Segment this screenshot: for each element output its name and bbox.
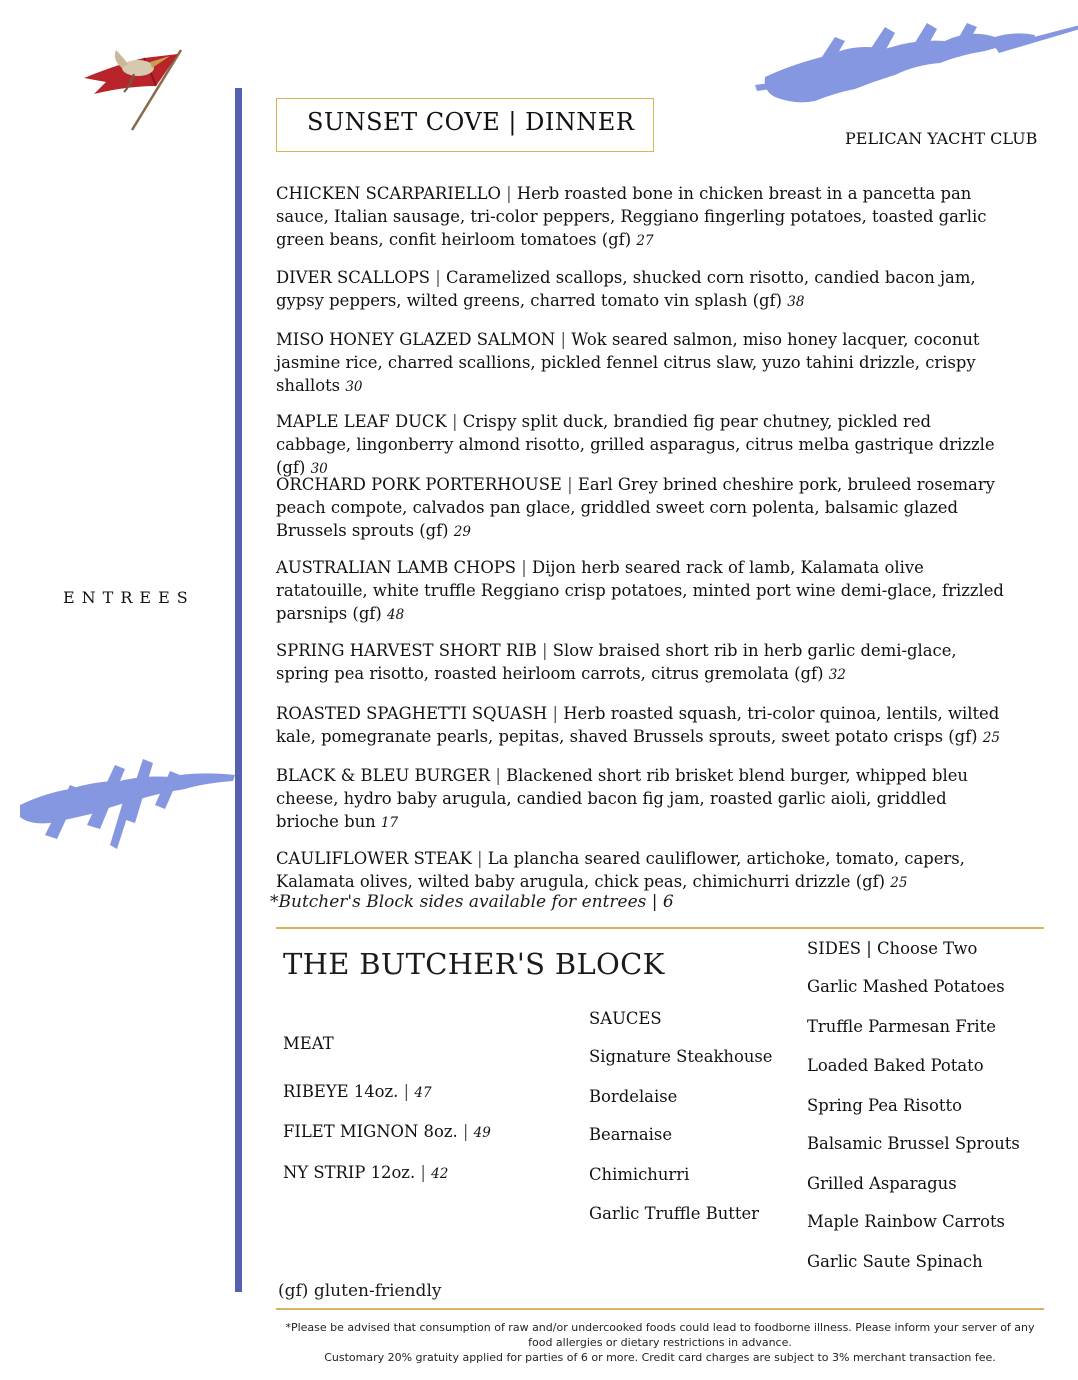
menu-item-name: CAULIFLOWER STEAK xyxy=(276,849,472,868)
menu-item-name: MAPLE LEAF DUCK xyxy=(276,412,447,431)
menu-item-name: MISO HONEY GLAZED SALMON xyxy=(276,330,556,349)
side-item: Loaded Baked Potato xyxy=(807,1056,984,1075)
menu-item-price: 38 xyxy=(787,294,805,310)
menu-item-price: 48 xyxy=(387,607,405,623)
side-item: Maple Rainbow Carrots xyxy=(807,1212,1005,1231)
vertical-accent-bar xyxy=(235,88,242,1292)
pelican-flag-icon xyxy=(78,40,188,135)
meat-heading: MEAT xyxy=(283,1034,334,1053)
menu-item-price: 30 xyxy=(345,379,363,395)
side-item: Grilled Asparagus xyxy=(807,1174,957,1193)
brush-stroke-decoration xyxy=(755,15,1078,115)
meat-item: RIBEYE 14oz. | 47 xyxy=(283,1082,432,1101)
footer-divider xyxy=(276,1308,1044,1310)
brush-stroke-decoration xyxy=(15,745,240,855)
menu-item-description: Blackened short rib brisket blend burger, whipped bleu cheese, hydro baby arugula, candied bacon fig jam, roasted garlic aioli, griddled brioche bun xyxy=(276,766,968,831)
section-title-butchers-block: THE BUTCHER'S BLOCK xyxy=(283,947,665,981)
section-label-entrees: ENTREES xyxy=(63,588,195,607)
menu-item: BLACK & BLEU BURGER | Blackened short rib brisket blend burger, whipped bleu cheese, hydro baby arugula, candied bacon fig jam, roasted garlic aioli, griddled brioche bun 17 xyxy=(276,766,968,831)
menu-item: DIVER SCALLOPS | Caramelized scallops, shucked corn risotto, candied bacon jam, gypsy peppers, wilted greens, charred tomato vin splash (gf) 38 xyxy=(276,268,976,310)
side-item: Balsamic Brussel Sprouts xyxy=(807,1134,1020,1153)
sauce-item: Signature Steakhouse xyxy=(589,1047,773,1066)
sauces-heading: SAUCES xyxy=(589,1009,662,1028)
meat-name: FILET MIGNON 8oz. xyxy=(283,1122,458,1141)
menu-item-description: Caramelized scallops, shucked corn risotto, candied bacon jam, gypsy peppers, wilted greens, charred tomato vin splash (gf) xyxy=(276,268,976,310)
side-item: Spring Pea Risotto xyxy=(807,1096,962,1115)
menu-item-price: 32 xyxy=(828,667,846,683)
sides-note: *Butcher's Block sides available for entrees | 6 xyxy=(270,892,674,912)
sauce-item: Chimichurri xyxy=(589,1165,690,1184)
side-item: Garlic Mashed Potatoes xyxy=(807,977,1005,996)
meat-name: RIBEYE 14oz. xyxy=(283,1082,399,1101)
menu-item-name: AUSTRALIAN LAMB CHOPS xyxy=(276,558,517,577)
menu-item-name: DIVER SCALLOPS xyxy=(276,268,431,287)
menu-item-price: 30 xyxy=(310,461,328,477)
menu-item: MISO HONEY GLAZED SALMON | Wok seared salmon, miso honey lacquer, coconut jasmine rice, charred scallions, pickled fennel citrus slaw, yuzo tahini drizzle, crispy shallots 30 xyxy=(276,330,980,395)
menu-item-description: Dijon herb seared rack of lamb, Kalamata olive ratatouille, white truffle Reggiano crisp potatoes, minted port wine demi-glace, frizzled parsnips (gf) xyxy=(276,558,1004,623)
menu-item: CAULIFLOWER STEAK | La plancha seared cauliflower, artichoke, tomato, capers, Kalamata olives, wilted baby arugula, chick peas, chimichurri drizzle (gf) 25 xyxy=(276,849,965,891)
menu-item-name: ROASTED SPAGHETTI SQUASH xyxy=(276,704,548,723)
menu-item-description: Herb roasted bone in chicken breast in a pancetta pan sauce, Italian sausage, tri-color peppers, Reggiano fingerling potatoes, toasted garlic green beans, confit heirloom tomatoes (gf) xyxy=(276,184,987,249)
menu-item-name: ORCHARD PORK PORTERHOUSE xyxy=(276,475,562,494)
menu-item-name: CHICKEN SCARPARIELLO xyxy=(276,184,501,203)
meat-item: NY STRIP 12oz. | 42 xyxy=(283,1163,449,1182)
menu-item: ROASTED SPAGHETTI SQUASH | Herb roasted squash, tri-color quinoa, lentils, wilted kale, pomegranate pearls, pepitas, shaved Brussels sprouts, sweet potato crisps (gf) 25 xyxy=(276,704,1000,746)
menu-item-description: Wok seared salmon, miso honey lacquer, coconut jasmine rice, charred scallions, pickled fennel citrus slaw, yuzo tahini drizzle, crispy shallots xyxy=(276,330,980,395)
menu-item-price: 25 xyxy=(890,875,908,891)
footer-disclaimer-cont: food allergies or dietary restrictions in advance. xyxy=(528,1336,792,1349)
meat-name: NY STRIP 12oz. xyxy=(283,1163,416,1182)
menu-item-description: Slow braised short rib in herb garlic demi-glace, spring pea risotto, roasted heirloom carrots, citrus gremolata (gf) xyxy=(276,641,957,683)
menu-item: AUSTRALIAN LAMB CHOPS | Dijon herb seared rack of lamb, Kalamata olive ratatouille, white truffle Reggiano crisp potatoes, minted port wine demi-glace, frizzled parsnips (gf) 48 xyxy=(276,558,1004,623)
side-item: Garlic Saute Spinach xyxy=(807,1252,983,1271)
menu-item-name: BLACK & BLEU BURGER xyxy=(276,766,491,785)
menu-item-description: Herb roasted squash, tri-color quinoa, lentils, wilted kale, pomegranate pearls, pepitas, shaved Brussels sprouts, sweet potato crisps (gf) xyxy=(276,704,1000,746)
meat-price: 47 xyxy=(414,1085,432,1101)
meat-price: 49 xyxy=(473,1125,491,1141)
menu-item: SPRING HARVEST SHORT RIB | Slow braised short rib in herb garlic demi-glace, spring pea risotto, roasted heirloom carrots, citrus gremolata (gf) 32 xyxy=(276,641,957,683)
menu-item-description: La plancha seared cauliflower, artichoke, tomato, capers, Kalamata olives, wilted baby arugula, chick peas, chimichurri drizzle (gf) xyxy=(276,849,965,891)
sauce-item: Bearnaise xyxy=(589,1125,673,1144)
meat-price: 42 xyxy=(431,1166,449,1182)
sides-heading: SIDES | Choose Two xyxy=(807,939,978,958)
menu-item-price: 27 xyxy=(636,233,654,249)
menu-item-name: SPRING HARVEST SHORT RIB xyxy=(276,641,537,660)
page-title: SUNSET COVE | DINNER xyxy=(307,108,635,136)
footer-gratuity: Customary 20% gratuity applied for parties of 6 or more. Credit card charges are subject to 3% merchant transaction fee. xyxy=(324,1351,996,1364)
menu-item-description: Crispy split duck, brandied fig pear chutney, pickled red cabbage, lingonberry almond risotto, grilled asparagus, citrus melba gastrique drizzle (gf) xyxy=(276,412,995,477)
menu-item: MAPLE LEAF DUCK | Crispy split duck, brandied fig pear chutney, pickled red cabbage, lingonberry almond risotto, grilled asparagus, citrus melba gastrique drizzle (gf) 30 xyxy=(276,412,995,477)
menu-item: CHICKEN SCARPARIELLO | Herb roasted bone in chicken breast in a pancetta pan sauce, Italian sausage, tri-color peppers, Reggiano fingerling potatoes, toasted garlic green beans, confit heirloom tomatoes (gf) 27 xyxy=(276,184,987,249)
gluten-friendly-note: (gf) gluten-friendly xyxy=(278,1281,442,1301)
menu-item-price: 25 xyxy=(982,730,1000,746)
menu-item-price: 17 xyxy=(380,815,399,831)
section-divider xyxy=(276,927,1044,929)
meat-item: FILET MIGNON 8oz. | 49 xyxy=(283,1122,491,1141)
side-item: Truffle Parmesan Frite xyxy=(807,1017,996,1036)
sauce-item: Bordelaise xyxy=(589,1087,678,1106)
club-name: PELICAN YACHT CLUB xyxy=(845,129,1038,148)
menu-item-price: 29 xyxy=(453,524,471,540)
sauce-item: Garlic Truffle Butter xyxy=(589,1204,760,1223)
footer-disclaimer: *Please be advised that consumption of raw and/or undercooked foods could lead to foodborne illness. Please inform your server of any xyxy=(285,1321,1035,1334)
menu-item: ORCHARD PORK PORTERHOUSE | Earl Grey brined cheshire pork, bruleed rosemary peach compote, calvados pan glace, griddled sweet corn polenta, balsamic glazed Brussels sprouts (gf) 29 xyxy=(276,475,995,540)
menu-item-description: Earl Grey brined cheshire pork, bruleed rosemary peach compote, calvados pan glace, griddled sweet corn polenta, balsamic glazed Brussels sprouts (gf) xyxy=(276,475,995,540)
